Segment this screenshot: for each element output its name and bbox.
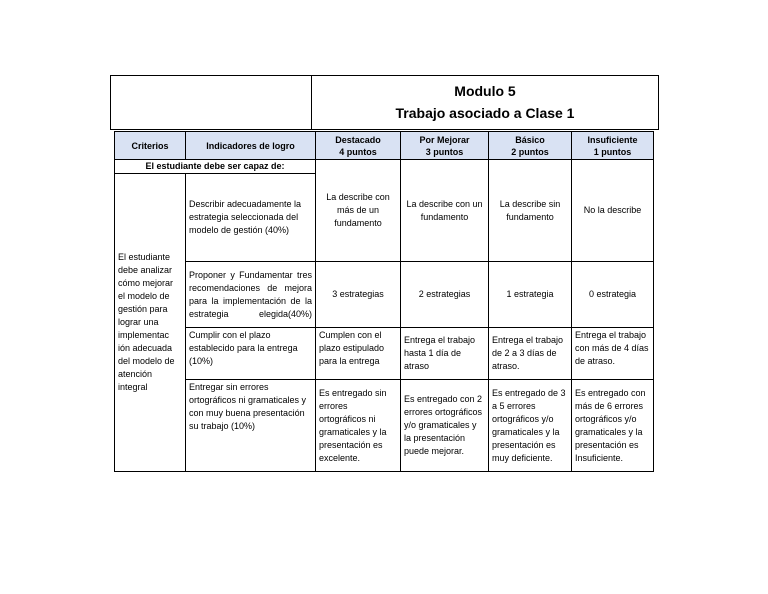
- table-row: [115, 262, 654, 328]
- col-basico: [489, 132, 572, 160]
- rubric-table: [114, 131, 654, 472]
- row3-por-mejorar: Entrega el trabajo hasta 1 día de atraso: [401, 328, 489, 380]
- col-insuficiente: [572, 132, 654, 160]
- row2-destacado: 3 estrategias: [316, 262, 401, 328]
- row4-destacado: Es entregado sin errores ortográficos ni gramaticales y la presentación es excelente.: [316, 380, 401, 472]
- row2-por-mejorar: 2 estrategias: [401, 262, 489, 328]
- col-basico-label: Básico: [515, 134, 545, 145]
- module-title: Modulo 5: [454, 83, 516, 99]
- row1-por-mejorar: La describe con un fundamento: [401, 160, 489, 262]
- row2-insuficiente: 0 estrategia: [572, 262, 654, 328]
- row4-por-mejorar: Es entregado con 2 errores ortográficos y/o gramaticales y la presentación puede mejorar.: [401, 380, 489, 472]
- row3-insuficiente: Entrega el trabajo con más de 4 días de atraso.: [572, 328, 654, 380]
- col-destacado-points: 4 puntos: [339, 146, 377, 157]
- col-criterios: Criterios: [115, 132, 186, 160]
- row4-indicator: Entregar sin errores ortográficos ni gramaticales y con muy buena presentación su trabajo (10%): [186, 380, 316, 472]
- title-left-cell: [111, 76, 312, 129]
- row1-indicator: Describir adecuadamente la estrategia seleccionada del modelo de gestión (40%): [186, 174, 316, 262]
- col-por-mejorar: [401, 132, 489, 160]
- title-box: [110, 75, 659, 130]
- row3-basico: Entrega el trabajo de 2 a 3 días de atraso.: [489, 328, 572, 380]
- row3-indicator: Cumplir con el plazo establecido para la entrega (10%): [186, 328, 316, 380]
- row3-destacado: Cumplen con el plazo estipulado para la entrega: [316, 328, 401, 380]
- col-destacado: [316, 132, 401, 160]
- col-basico-points: 2 puntos: [511, 146, 549, 157]
- col-destacado-label: Destacado: [335, 134, 381, 145]
- row2-indicator: Proponer y Fundamentar tres recomendaciones de mejora para la implementación de la estrategia elegida(40%): [186, 262, 316, 328]
- table-row: [115, 380, 654, 472]
- row1-insuficiente: No la describe: [572, 160, 654, 262]
- col-insuficiente-points: 1 puntos: [593, 146, 632, 157]
- row1-basico: La describe sin fundamento: [489, 160, 572, 262]
- col-por-mejorar-label: Por Mejorar: [419, 134, 470, 145]
- header-row: [115, 132, 654, 160]
- assignment-title: Trabajo asociado a Clase 1: [395, 105, 575, 121]
- row4-insuficiente: Es entregado con más de 6 errores ortográficos y/o gramaticales y la presentación es Insuficiente.: [572, 380, 654, 472]
- col-por-mejorar-points: 3 puntos: [425, 146, 464, 157]
- criterion-cell: El estudiante debe analizar cómo mejorar el modelo de gestión para lograr una implementac ión adecuada del modelo de atención integral: [115, 174, 186, 472]
- subheader-text: El estudiante debe ser capaz de:: [115, 160, 316, 174]
- col-indicadores: Indicadores de logro: [186, 132, 316, 160]
- col-insuficiente-label: Insuficiente: [587, 134, 638, 145]
- table-row: [115, 328, 654, 380]
- row4-basico: Es entregado de 3 a 5 errores ortográficos y/o gramaticales y la presentación es muy deficiente.: [489, 380, 572, 472]
- subheader-row: [115, 160, 654, 174]
- row1-destacado: La describe con más de un fundamento: [316, 160, 401, 262]
- row2-basico: 1 estrategia: [489, 262, 572, 328]
